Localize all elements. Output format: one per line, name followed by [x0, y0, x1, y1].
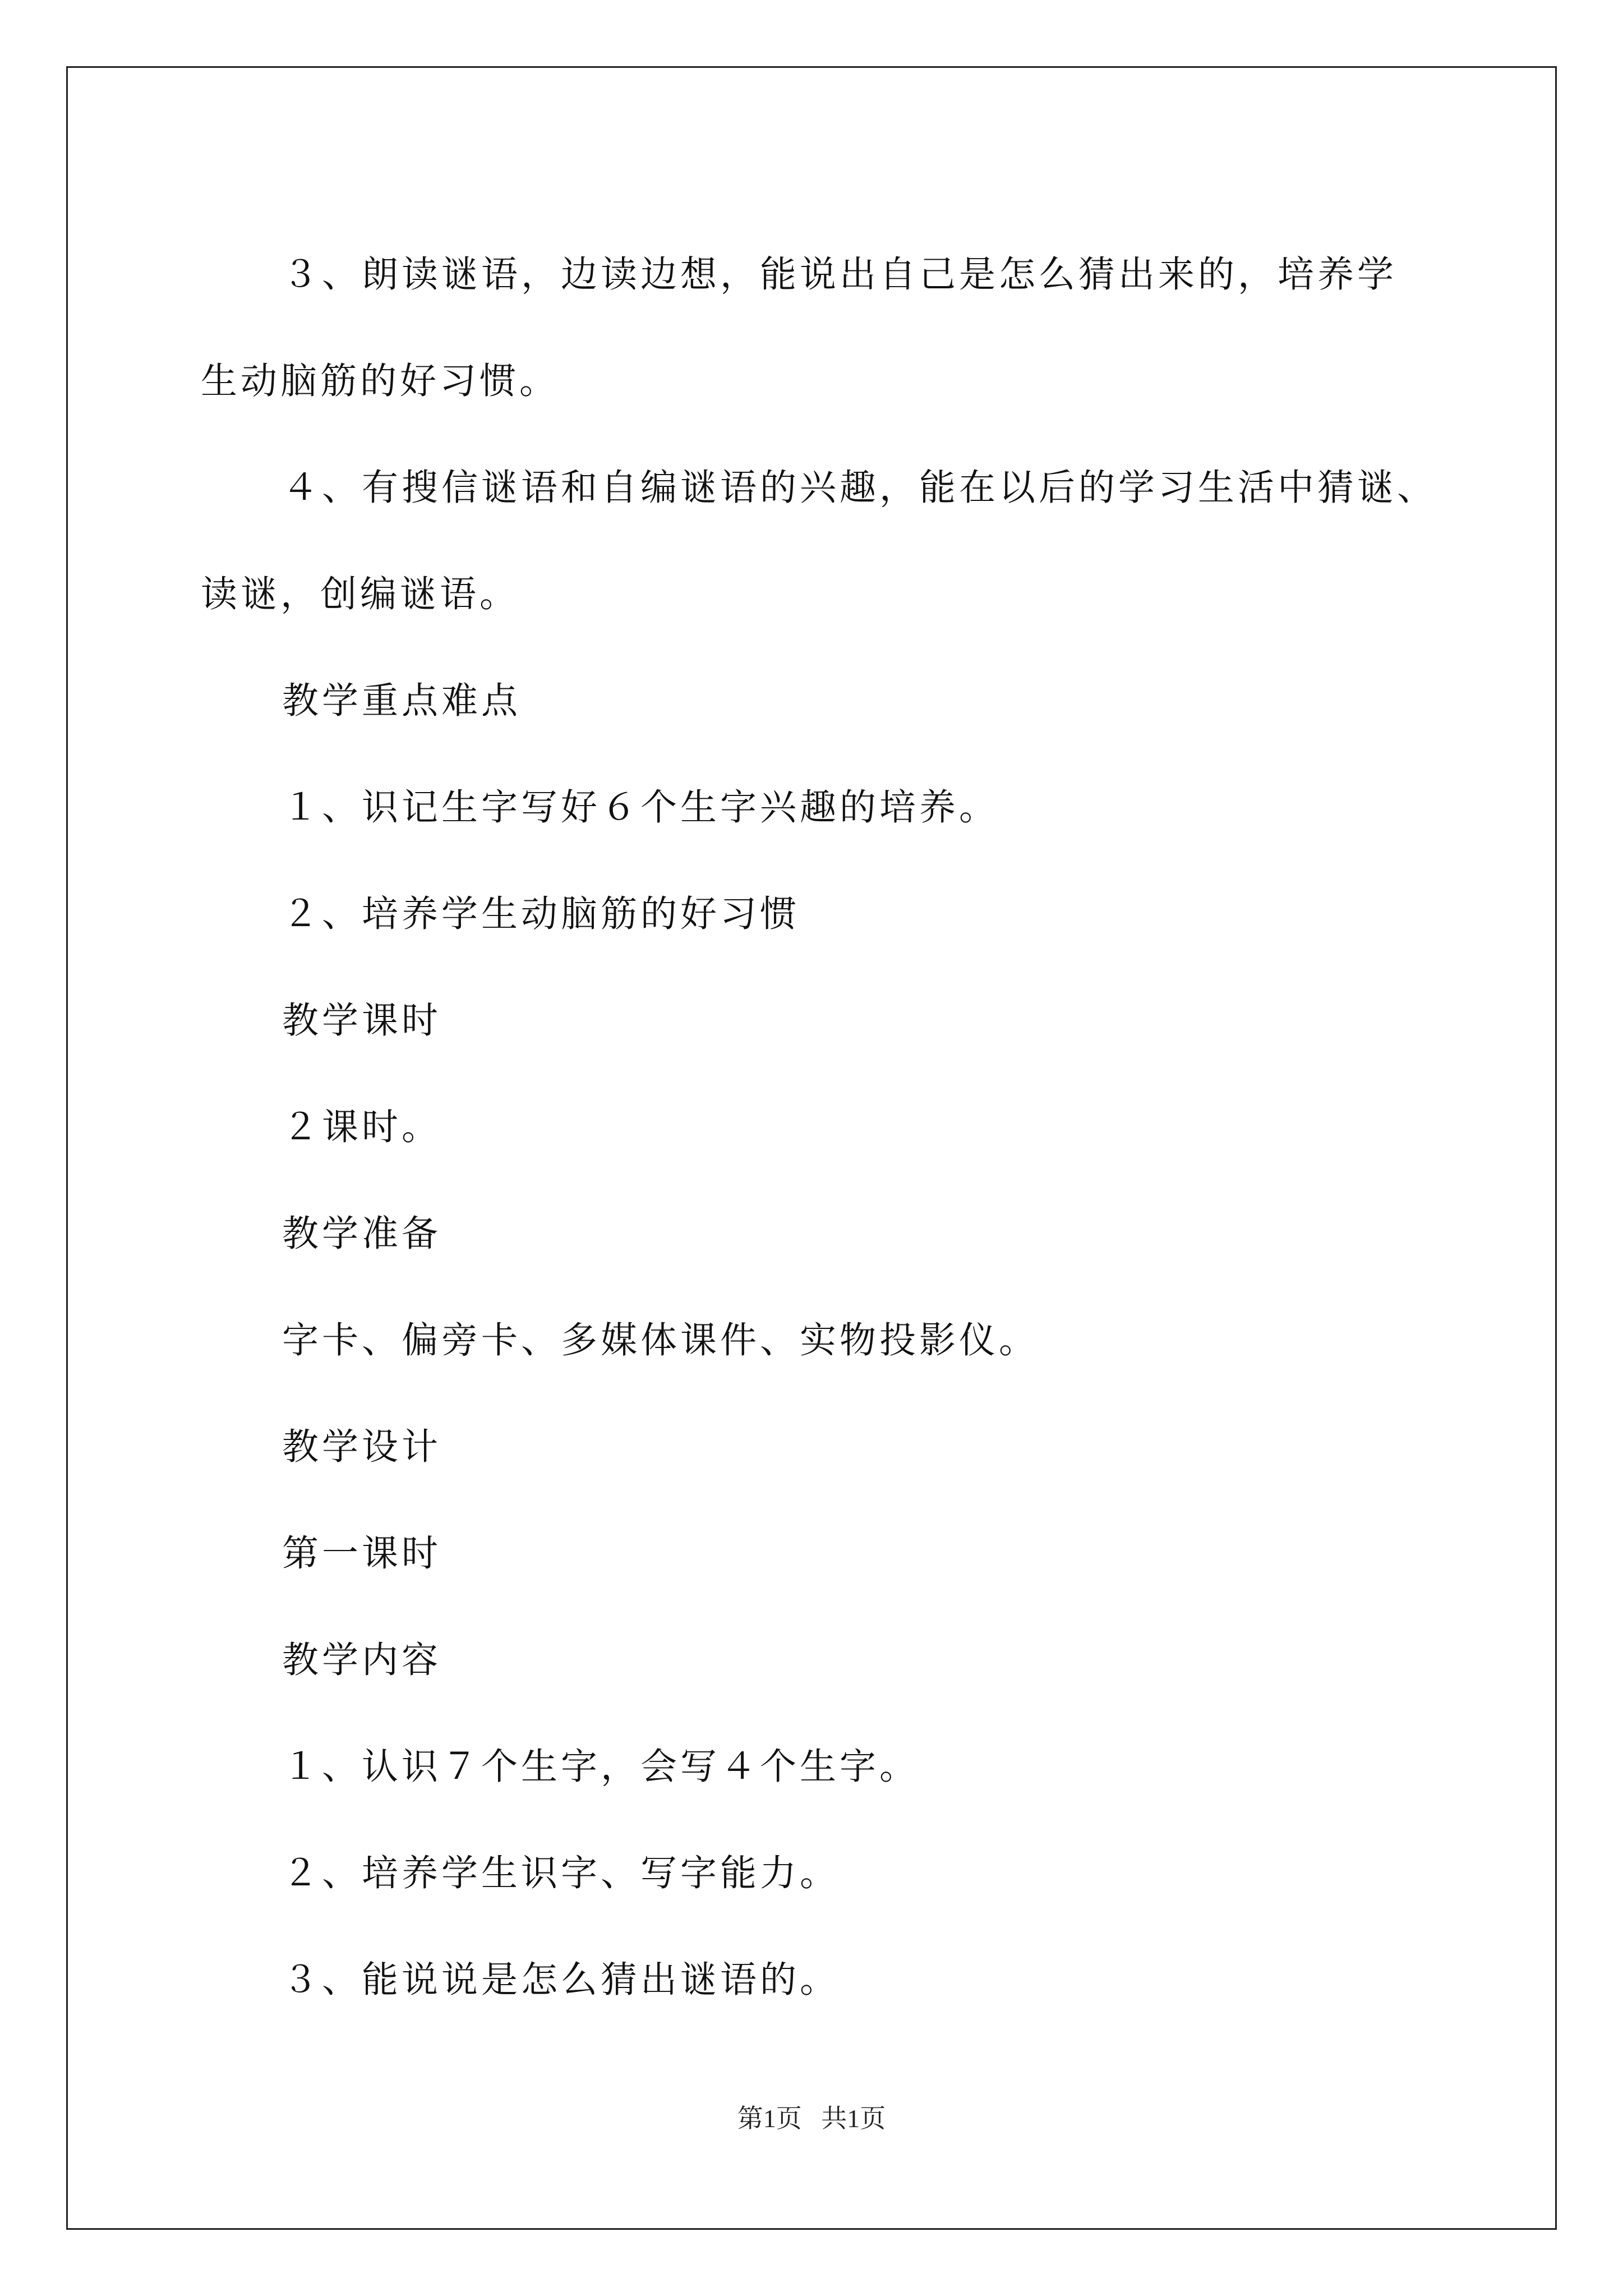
paragraph: ２、培养学生识字、写字能力。	[282, 1852, 840, 1894]
paragraph: 生动脑筋的好习惯。	[201, 360, 560, 402]
section-heading: 教学课时	[282, 1000, 442, 1042]
section-heading: 教学重点难点	[282, 680, 522, 722]
paragraph: １、认识７个生字，会写４个生字。	[282, 1746, 920, 1788]
section-heading: 第一课时	[282, 1533, 442, 1575]
paragraph: １、识记生字写好６个生字兴趣的培养。	[282, 786, 999, 829]
page-footer: 第1页 共1页	[737, 2104, 886, 2133]
paragraph: 读谜，创编谜语。	[201, 573, 520, 615]
paragraph: ４、有搜信谜语和自编谜语的兴趣，能在以后的学习生活中猜谜、	[282, 467, 1437, 509]
section-heading: 教学准备	[282, 1213, 442, 1255]
paragraph: ２、培养学生动脑筋的好习惯	[282, 893, 800, 935]
paragraph: ３、能说说是怎么猜出谜语的。	[282, 1959, 840, 2001]
paragraph: ２课时。	[282, 1106, 442, 1148]
section-heading: 教学内容	[282, 1639, 442, 1681]
paragraph: ３、朗读谜语，边读边想，能说出自己是怎么猜出来的，培养学	[282, 254, 1398, 296]
document-body	[201, 222, 1468, 2033]
section-heading: 教学设计	[282, 1426, 442, 1468]
paragraph: 字卡、偏旁卡、多媒体课件、实物投影仪。	[282, 1319, 1039, 1361]
